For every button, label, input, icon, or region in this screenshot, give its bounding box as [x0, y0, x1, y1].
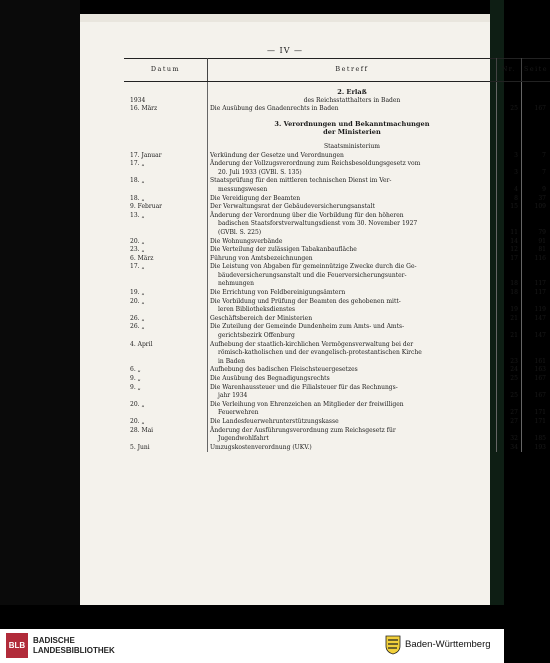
subject-cell: des Reichsstatthalters in Baden [208, 97, 497, 106]
number-cell: 12 [496, 246, 521, 255]
page-cell: 167 [534, 105, 546, 113]
number-cell: 27 [496, 409, 521, 418]
toc-section [124, 128, 550, 137]
number-cell [496, 298, 521, 307]
number-cell [496, 220, 521, 229]
page-cell: 171 [534, 409, 546, 417]
number-cell: 27 [496, 418, 521, 427]
subject-cell: Der Verwaltungsrat der Gebäudeversicherungsanstalt [208, 203, 497, 212]
number-cell [496, 128, 521, 137]
date-cell: 18. „ [124, 195, 208, 204]
subject-cell: Die Ausübung des Begnadigungsrechts [208, 375, 497, 384]
page-cell: 79 [538, 228, 546, 236]
page-cell: 193 [534, 443, 546, 451]
page-cell [521, 298, 550, 307]
toc-row [124, 289, 550, 298]
subject-cell: Die Zuteilung der Gemeinde Dundenheim zum Amts- und Amts- [208, 323, 497, 332]
library-name [33, 636, 115, 656]
subject-cell: jahr 1934 [208, 392, 497, 401]
number-cell: 3 [496, 169, 521, 178]
toc-subheading [124, 143, 550, 152]
header-betreff: Betreff [208, 59, 497, 82]
date-cell [124, 229, 208, 238]
subject-cell: Die Ausübung des Gnadenrechts in Baden [208, 105, 497, 114]
subject-cell: 20. Juli 1933 (GVBl. S. 135) [208, 169, 497, 178]
date-cell [124, 435, 208, 444]
number-cell: 18 [496, 280, 521, 289]
toc-row [124, 298, 550, 307]
page-cell [521, 212, 550, 221]
subject-cell: Änderung der Vollzugsverordnung zum Reichsbesoldungsgesetz vom [208, 160, 497, 169]
date-cell: 4. April [124, 341, 208, 350]
page-cell: 37 [538, 194, 546, 202]
toc-row [124, 366, 550, 375]
page-cell [521, 160, 550, 169]
toc-row [124, 272, 550, 281]
page-cell [521, 177, 550, 186]
date-cell: 20. „ [124, 238, 208, 247]
date-cell: 18. „ [124, 177, 208, 186]
footer-bar [0, 629, 504, 663]
number-cell [496, 177, 521, 186]
number-cell: 18 [496, 289, 521, 298]
number-cell [496, 160, 521, 169]
toc-row [124, 152, 550, 161]
page-cell [521, 220, 550, 229]
toc-row [124, 203, 550, 212]
subject-cell: Geschäftsbereich der Ministerien [208, 315, 497, 324]
page-cell: 7 [542, 151, 546, 159]
toc-body [124, 82, 550, 453]
page-cell [521, 88, 550, 97]
subject-cell: gerichtsbezirk Offenburg [208, 332, 497, 341]
page-cell: 171 [534, 417, 546, 425]
date-cell [124, 358, 208, 367]
subject-cell: römisch-katholischen und der evangelisch-protestantischen Kirche [208, 349, 497, 358]
page-number: — IV — [266, 46, 304, 55]
toc-table [124, 58, 550, 452]
toc-row [124, 435, 550, 444]
date-cell [124, 88, 208, 97]
subject-cell: der Ministerien [208, 128, 497, 137]
date-cell: 9. „ [124, 384, 208, 393]
header-seite: Seite [521, 59, 550, 82]
subject-cell: Verkündung der Gesetze und Verordnungen [208, 152, 497, 161]
subject-cell: (GVBl. S. 225) [208, 229, 497, 238]
date-cell [124, 349, 208, 358]
library-name-line2: LANDESBIBLIOTHEK [33, 646, 115, 655]
toc-row [124, 105, 550, 114]
date-cell [124, 409, 208, 418]
date-cell: 16. März [124, 105, 208, 114]
subject-cell: Führung von Amtsbezeichnungen [208, 255, 497, 264]
number-cell: 8 [496, 195, 521, 204]
page-cell: 163 [534, 366, 546, 374]
toc-row [124, 392, 550, 401]
number-cell: 25 [496, 375, 521, 384]
subject-cell: Änderung der Verordnung über die Vorbildung für den höheren [208, 212, 497, 221]
toc-row [124, 195, 550, 204]
toc-row [124, 358, 550, 367]
toc-row [124, 169, 550, 178]
subject-cell: Die Vereidigung der Beamten [208, 195, 497, 204]
subject-cell: messungswesen [208, 186, 497, 195]
number-cell: 32 [496, 435, 521, 444]
number-cell: 3 [496, 152, 521, 161]
date-cell [124, 186, 208, 195]
number-cell: 23 [496, 358, 521, 367]
page-cell: 116 [534, 254, 546, 262]
subject-cell: Die Warenhaussteuer und die Filialsteuer für das Rechnungs- [208, 384, 497, 393]
number-cell: 25 [496, 392, 521, 401]
page-cell: 119 [534, 306, 546, 314]
date-cell [124, 280, 208, 289]
subject-cell: Staatsprüfung für den mittleren technischen Dienst im Ver- [208, 177, 497, 186]
page-cell: 117 [534, 289, 546, 297]
number-cell: 34 [496, 444, 521, 453]
page-cell: 81 [538, 246, 546, 254]
date-cell: 20. „ [124, 418, 208, 427]
toc-row [124, 418, 550, 427]
number-cell [496, 272, 521, 281]
subject-cell: Feuerwehren [208, 409, 497, 418]
toc-row [124, 409, 550, 418]
toc-row [124, 280, 550, 289]
number-cell [496, 263, 521, 272]
page-cell [521, 349, 550, 358]
page-cell: 167 [534, 392, 546, 400]
toc-row [124, 97, 550, 106]
subject-cell: badischen Staatsforstverwaltungsdienst vom 30. November 1927 [208, 220, 497, 229]
number-cell [496, 88, 521, 97]
page-cell [521, 263, 550, 272]
date-cell [124, 220, 208, 229]
subject-cell: Staatsministerium [208, 143, 497, 152]
toc-row [124, 315, 550, 324]
date-cell: 17. „ [124, 160, 208, 169]
toc-row [124, 238, 550, 247]
number-cell [496, 384, 521, 393]
date-cell: 23. „ [124, 246, 208, 255]
number-cell [496, 341, 521, 350]
page-cell [521, 272, 550, 281]
toc-row [124, 177, 550, 186]
page-cell [521, 323, 550, 332]
toc-row [124, 427, 550, 436]
subject-cell: Die Landesfeuerwehrunterstützungskasse [208, 418, 497, 427]
page-cell: 147 [534, 332, 546, 340]
page-cell: 9 [542, 185, 546, 193]
toc-section [124, 88, 550, 97]
toc-row [124, 306, 550, 315]
state-name: Baden-Württemberg [405, 639, 491, 650]
date-cell [124, 169, 208, 178]
subject-cell: Die Verleihung von Ehrenzeichen an Mitglieder der freiwilligen [208, 401, 497, 410]
bw-crest-icon [385, 635, 401, 655]
date-cell: 20. „ [124, 298, 208, 307]
subject-cell: bäudeversicherungsanstalt und die Feuerversicherungsunter- [208, 272, 497, 281]
toc-row [124, 384, 550, 393]
toc-row [124, 263, 550, 272]
toc-row [124, 212, 550, 221]
date-cell [124, 392, 208, 401]
page-cell: 7 [542, 168, 546, 176]
number-cell [496, 120, 521, 129]
toc-row [124, 444, 550, 453]
toc-row [124, 401, 550, 410]
subject-cell: nehmungen [208, 280, 497, 289]
number-cell: 17 [496, 255, 521, 264]
blb-logo: BLB [6, 633, 28, 658]
date-cell: 26. „ [124, 323, 208, 332]
page-cell [521, 128, 550, 137]
date-cell: 5. Juni [124, 444, 208, 453]
subject-cell: Die Wohnungsverbände [208, 238, 497, 247]
number-cell: 14 [496, 238, 521, 247]
library-name-line1: BADISCHE [33, 636, 75, 645]
subject-cell: Umzugskostenverordnung (UKV.) [208, 444, 497, 453]
subject-cell: Die Leistung von Abgaben für gemeinnützige Zwecke durch die Ge- [208, 263, 497, 272]
page-cell [521, 97, 550, 106]
date-cell: 13. „ [124, 212, 208, 221]
number-cell [496, 323, 521, 332]
subject-cell: 3. Verordnungen und Bekanntmachungen [208, 120, 497, 129]
page-cell: 91 [538, 237, 546, 245]
toc-row [124, 160, 550, 169]
number-cell [496, 349, 521, 358]
subject-cell: in Baden [208, 358, 497, 367]
toc-row [124, 220, 550, 229]
toc-row [124, 323, 550, 332]
scanned-page [80, 22, 548, 605]
subject-cell: Änderung der Ausführungsverordnung zum Reichsgesetz für [208, 427, 497, 436]
date-cell: 9. „ [124, 375, 208, 384]
number-cell: 25 [496, 105, 521, 114]
toc-row [124, 186, 550, 195]
page-cell [521, 143, 550, 152]
number-cell: 21 [496, 315, 521, 324]
header-datum: Datum [124, 59, 208, 82]
number-cell [496, 97, 521, 106]
date-cell [124, 128, 208, 137]
toc-row [124, 341, 550, 350]
date-cell [124, 332, 208, 341]
date-cell: 19. „ [124, 289, 208, 298]
toc-row [124, 375, 550, 384]
page-cell: 117 [534, 280, 546, 288]
toc-row [124, 349, 550, 358]
date-cell: 6. „ [124, 366, 208, 375]
page-cell: 185 [534, 435, 546, 443]
number-cell: 21 [496, 332, 521, 341]
number-cell: 11 [496, 229, 521, 238]
toc-row [124, 229, 550, 238]
date-cell [124, 306, 208, 315]
page-cell: 147 [534, 314, 546, 322]
number-cell [496, 143, 521, 152]
toc-row [124, 255, 550, 264]
page-cell [521, 401, 550, 410]
subject-cell: leren Bibliotheksdienstes [208, 306, 497, 315]
subject-cell: Aufhebung der staatlich-kirchlichen Vermögensverwaltung bei der [208, 341, 497, 350]
subject-cell: Jugendwohlfahrt [208, 435, 497, 444]
subject-cell: Die Errichtung von Feldbereinigungsämtern [208, 289, 497, 298]
page-cell: 161 [534, 357, 546, 365]
number-cell: 19 [496, 306, 521, 315]
toc-section [124, 120, 550, 129]
number-cell: 4 [496, 186, 521, 195]
number-cell: 15 [496, 203, 521, 212]
number-cell [496, 427, 521, 436]
page-cell: 109 [534, 203, 546, 211]
subject-cell: 2. Erlaß [208, 88, 497, 97]
page-cell [521, 341, 550, 350]
page-cell [521, 120, 550, 129]
subject-cell: Aufhebung des badischen Fleischsteuergesetzes [208, 366, 497, 375]
number-cell [496, 401, 521, 410]
subject-cell: Die Verteilung der zulässigen Tabakanbaufläche [208, 246, 497, 255]
date-cell [124, 143, 208, 152]
toc-header-row [124, 59, 550, 82]
date-cell: 26. „ [124, 315, 208, 324]
date-cell: 28. Mai [124, 427, 208, 436]
date-cell: 17. Januar [124, 152, 208, 161]
date-cell: 6. März [124, 255, 208, 264]
page-cell [521, 427, 550, 436]
subject-cell: Die Vorbildung und Prüfung der Beamten des gehobenen mitt- [208, 298, 497, 307]
header-nr: Nr. [496, 59, 521, 82]
date-cell [124, 120, 208, 129]
date-cell [124, 272, 208, 281]
toc-row [124, 332, 550, 341]
date-cell: 9. Februar [124, 203, 208, 212]
page-cell [521, 384, 550, 393]
book-binding [0, 0, 80, 605]
number-cell: 24 [496, 366, 521, 375]
date-cell: 20. „ [124, 401, 208, 410]
date-cell: 1934 [124, 97, 208, 106]
number-cell [496, 212, 521, 221]
date-cell: 17. „ [124, 263, 208, 272]
page-cell: 167 [534, 375, 546, 382]
toc-row [124, 246, 550, 255]
